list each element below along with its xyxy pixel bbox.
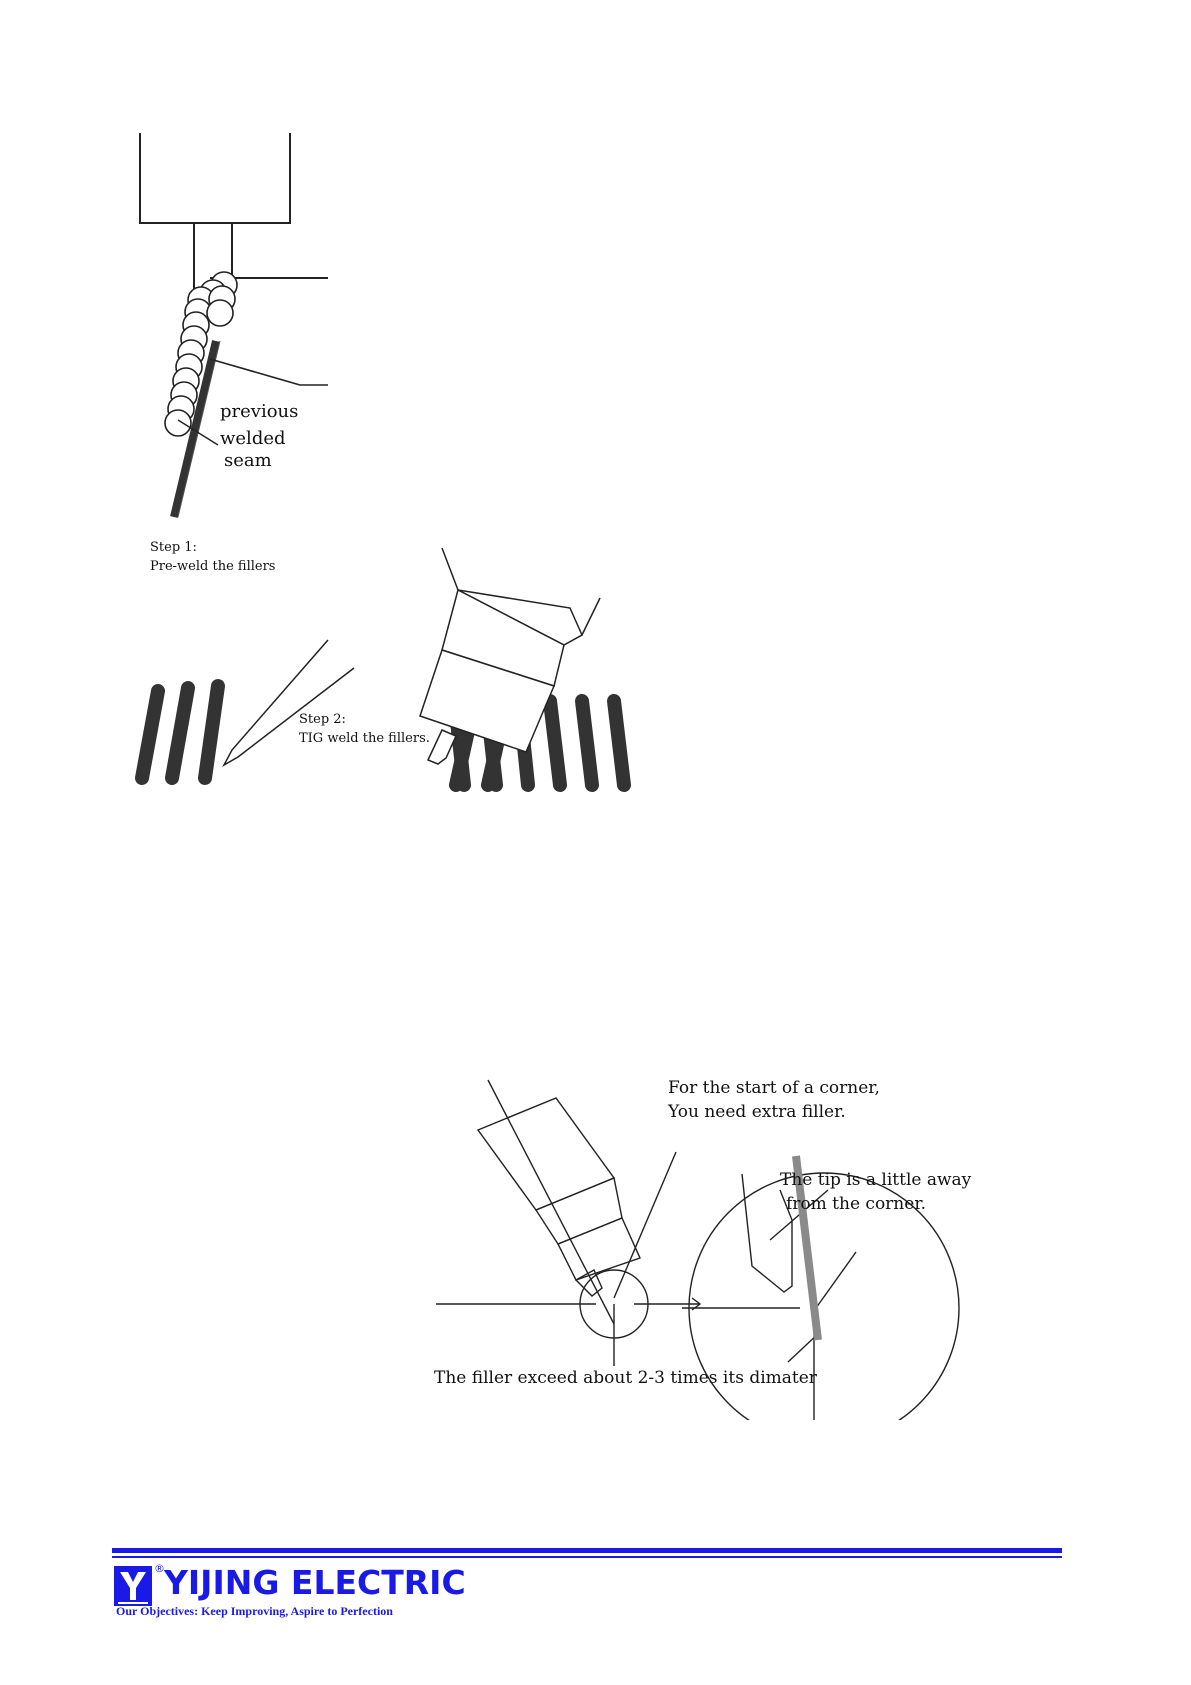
registered-mark: ® [154, 1562, 165, 1575]
label-seam: seam [224, 450, 272, 471]
tip-note-line1: The tip is a little away [780, 1170, 972, 1190]
footer-rule-thick [112, 1548, 1062, 1553]
filler-steps-illustration [112, 538, 672, 810]
figure-filler-steps [112, 538, 672, 810]
tip-note-line2: from the corner. [786, 1194, 926, 1214]
weld-seam-illustration [112, 115, 332, 525]
corner-note-line1: For the start of a corner, [668, 1078, 880, 1098]
figure-corner-start [436, 1070, 1036, 1420]
step1-title: Step 1: [150, 540, 197, 555]
label-previous: previous [220, 401, 299, 422]
company-slogan: Our Objectives: Keep Improving, Aspire to Perfection [116, 1604, 393, 1618]
step1-text: Pre-weld the fillers [150, 559, 276, 574]
step2-text: TIG weld the fillers. [299, 731, 430, 746]
company-name: YIJING ELECTRIC [164, 1563, 466, 1602]
figure-weld-seam [112, 115, 332, 525]
step2-title: Step 2: [299, 712, 346, 727]
yijing-logo-icon [114, 1566, 152, 1606]
corner-note-line2: You need extra filler. [668, 1102, 846, 1122]
footer-rule-thin [112, 1556, 1062, 1558]
filler-note: The filler exceed about 2-3 times its dimater [434, 1368, 817, 1388]
label-welded: welded [220, 428, 286, 449]
